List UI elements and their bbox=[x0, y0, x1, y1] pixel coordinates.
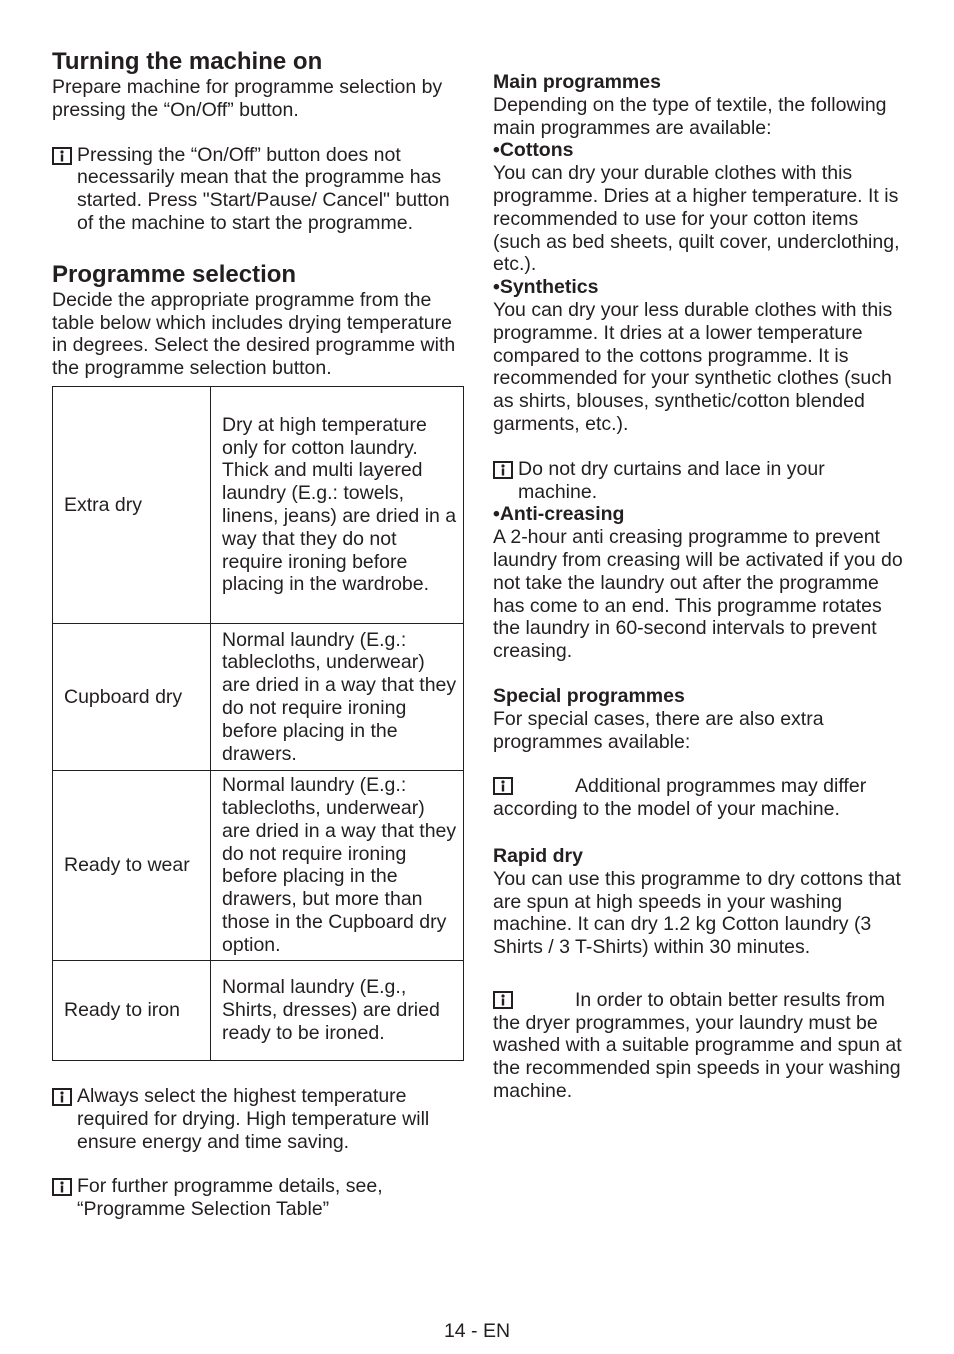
rapid-dry-body: You can use this programme to dry cottons that are spun at high speeds in your washing machine. It can dry 1.2 kg Cotton laundry (3 Shirts / 3 T-Shirts) within 30 minutes. bbox=[493, 867, 901, 959]
turning-on-body: Prepare machine for programme selection by pressing the “On/Off” button. bbox=[52, 76, 443, 121]
right-column bbox=[493, 71, 905, 1103]
table-row bbox=[53, 386, 464, 623]
info-icon bbox=[493, 777, 513, 800]
details-note bbox=[52, 1175, 464, 1221]
programme-name: Extra dry bbox=[53, 386, 211, 623]
curtain-note bbox=[493, 458, 905, 504]
info-icon bbox=[493, 458, 518, 479]
programme-description: Normal laundry (E.g., Shirts, dresses) are dried ready to be ironed. bbox=[211, 960, 464, 1060]
turning-on-heading: Turning the machine on bbox=[52, 48, 323, 75]
programme-name: Cupboard dry bbox=[53, 623, 211, 770]
main-programmes-heading: Main programmes bbox=[493, 71, 661, 93]
table-row bbox=[53, 770, 464, 960]
programme-selection-body: Decide the appropriate programme from the table below which includes drying temperature in degrees. Select the desired programme with the programme selection button. bbox=[52, 288, 456, 380]
programme-table bbox=[52, 386, 464, 1061]
left-column bbox=[52, 48, 464, 1221]
main-programmes-body: Depending on the type of textile, the following main programmes are available: bbox=[493, 93, 887, 139]
synthetics-heading: •Synthetics bbox=[493, 276, 599, 299]
cottons-heading: •Cottons bbox=[493, 139, 574, 162]
table-row bbox=[53, 623, 464, 770]
info-icon bbox=[52, 1175, 77, 1196]
programme-name: Ready to iron bbox=[53, 960, 211, 1060]
details-note-text: For further programme details, see, “Programme Selection Table” bbox=[77, 1175, 383, 1221]
rapid-dry-heading: Rapid dry bbox=[493, 844, 583, 867]
table-row bbox=[53, 960, 464, 1060]
programme-description: Normal laundry (E.g.: tablecloths, underwear) are dried in a way that they do not require ironing before placing in the drawers. bbox=[211, 623, 464, 770]
synthetics-body: You can dry your less durable clothes with this programme. It dries at a lower temperature compared to the cottons programme. It is recommended for your synthetic clothes (such as shirts, blouses, synthetic/cotton blended garments, etc.). bbox=[493, 298, 893, 435]
additional-programmes-note-text: Additional programmes may differ according to the model of your machine. bbox=[493, 775, 867, 821]
programme-description: Dry at high temperature only for cotton laundry. Thick and multi layered laundry (E.g.: towels, linens, jeans) are dried in a way that they do not require ironing before placing in the wardrobe. bbox=[211, 386, 464, 623]
programme-name: Ready to wear bbox=[53, 770, 211, 960]
programme-selection-heading: Programme selection bbox=[52, 260, 297, 288]
turning-on-note bbox=[52, 144, 464, 235]
turning-on-note-text: Pressing the “On/Off” button does not necessarily mean that the programme has started. Press "Start/Pause/ Cancel" button of the machine to start the programme. bbox=[77, 143, 450, 234]
anti-creasing-heading: •Anti-creasing bbox=[493, 503, 625, 526]
curtain-note-text: Do not dry curtains and lace in your machine. bbox=[518, 457, 825, 503]
cottons-body: You can dry your durable clothes with this programme. Dries at a higher temperature. It is recommended to use for your cotton items (such as bed sheets, quilt cover, underclothing, etc.). bbox=[493, 162, 900, 276]
better-results-note bbox=[493, 989, 905, 1103]
anti-creasing-body: A 2-hour anti creasing programme to prevent laundry from creasing will be activated if you do not take the laundry out after the programme has come to an end. This programme rotates the laundry in 60-second intervals to prevent creasing. bbox=[493, 526, 903, 663]
special-programmes-body: For special cases, there are also extra programmes available: bbox=[493, 707, 824, 753]
info-icon bbox=[52, 144, 77, 165]
additional-programmes-note bbox=[493, 775, 905, 821]
programme-description: Normal laundry (E.g.: tablecloths, underwear) are dried in a way that they do not require ironing before placing in the drawers, but more than those in the Cupboard dry option. bbox=[211, 770, 464, 960]
info-icon bbox=[493, 991, 513, 1014]
temperature-note bbox=[52, 1085, 464, 1153]
special-programmes-heading: Special programmes bbox=[493, 684, 685, 707]
better-results-note-text: In order to obtain better results from the dryer programmes, your laundry must be washed with a suitable programme and spun at the recommended spin speeds in your washing machine. bbox=[493, 988, 902, 1103]
info-icon bbox=[52, 1085, 77, 1106]
page-number: 14 - EN bbox=[443, 1320, 511, 1342]
temperature-note-text: Always select the highest temperature required for drying. High temperature will ensure energy and time saving. bbox=[77, 1084, 430, 1153]
